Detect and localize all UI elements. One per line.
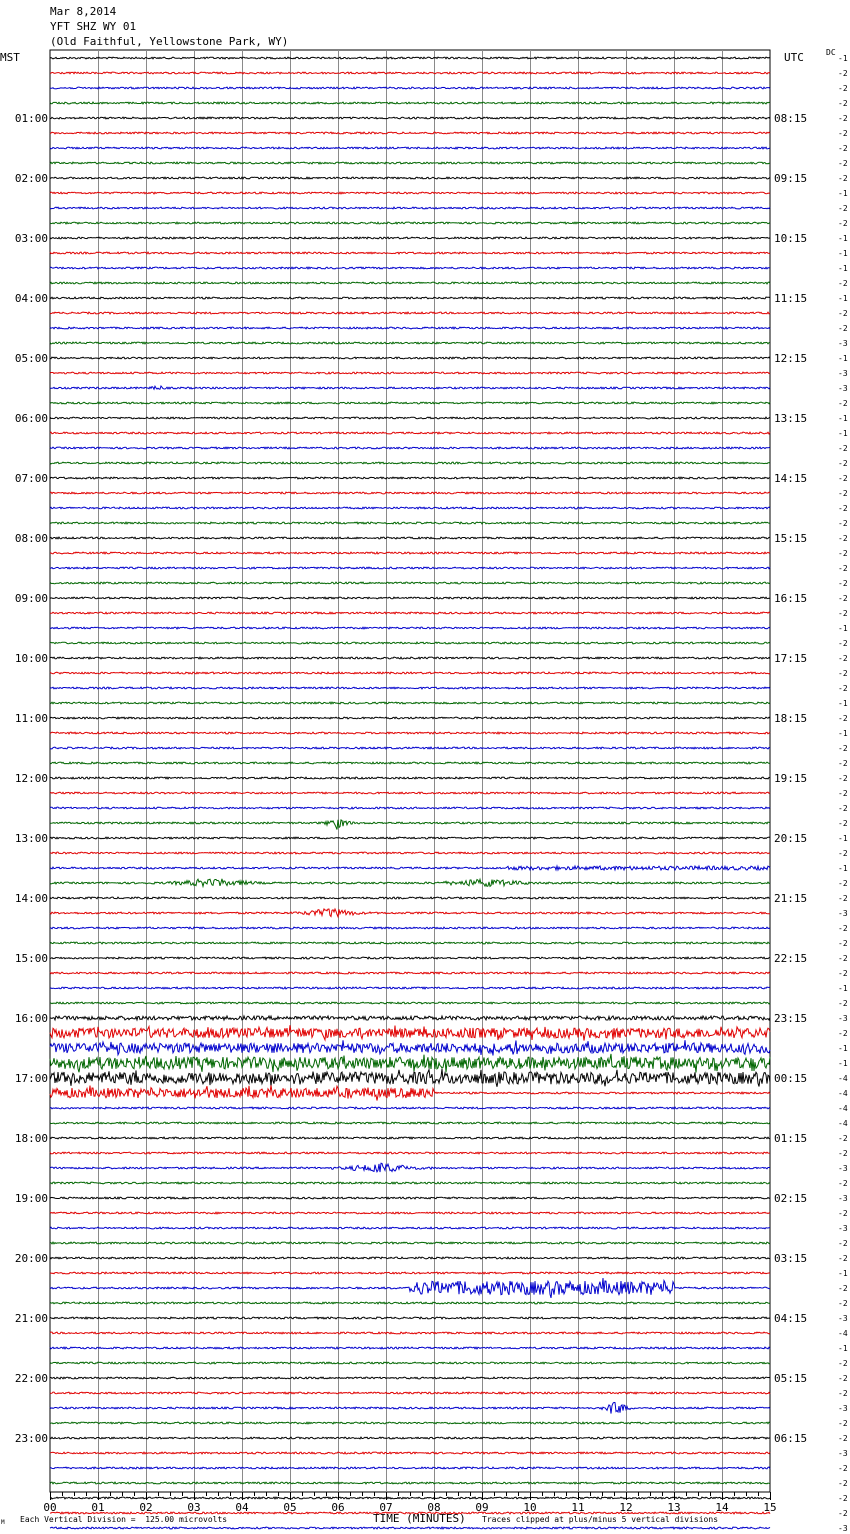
seismic-trace: [50, 237, 770, 239]
seismic-trace: [50, 477, 770, 479]
utc-time-label: 02:15: [774, 1192, 808, 1205]
seismic-trace: [50, 1362, 770, 1364]
seismic-trace: [50, 567, 770, 569]
seismic-trace: [50, 1467, 770, 1469]
x-tick-label: 12: [619, 1501, 633, 1514]
station-location: (Old Faithful, Yellowstone Park, WY): [50, 35, 289, 48]
dc-offset-label: -3: [838, 1194, 848, 1203]
x-tick-label: 13: [667, 1501, 681, 1514]
mst-time-label: 05:00: [14, 352, 48, 365]
dc-offset-label: -2: [838, 504, 848, 513]
dc-offset-label: -2: [838, 1029, 848, 1038]
seismic-trace: [50, 807, 770, 809]
utc-time-label: 19:15: [774, 772, 808, 785]
dc-offset-label: -2: [838, 774, 848, 783]
seismic-trace: [50, 702, 770, 704]
dc-offset-label: -2: [838, 1149, 848, 1158]
seismic-trace: [50, 147, 770, 149]
dc-offset-label: -3: [838, 1449, 848, 1458]
plot-frame: [50, 50, 770, 1492]
dc-offset-label: -1: [838, 1059, 848, 1068]
seismic-trace: [50, 1332, 770, 1334]
mst-time-label: 10:00: [14, 652, 48, 665]
utc-time-label: 10:15: [774, 232, 808, 245]
seismic-trace: [50, 222, 770, 224]
dc-offset-label: -1: [838, 414, 848, 423]
x-tick-label: 04: [235, 1501, 249, 1514]
dc-offset-label: -2: [838, 459, 848, 468]
seismic-trace: [50, 747, 770, 749]
seismic-trace: [50, 57, 770, 59]
seismic-trace: [50, 657, 770, 659]
seismic-trace: [50, 87, 770, 89]
dc-offset-label: -2: [838, 489, 848, 498]
dc-offset-label: -2: [838, 939, 848, 948]
mst-time-label: 20:00: [14, 1252, 48, 1265]
seismic-trace: [50, 1197, 770, 1199]
x-axis-title: TIME (MINUTES): [373, 1512, 466, 1525]
dc-offset-label: -2: [838, 399, 848, 408]
seismic-trace: [50, 1302, 770, 1304]
dc-offset-label: -2: [838, 744, 848, 753]
seismic-trace: [50, 820, 770, 830]
seismic-trace: [50, 879, 770, 887]
dc-offset-label: -2: [838, 579, 848, 588]
dc-offset-label: -1: [838, 234, 848, 243]
seismic-trace: [50, 897, 770, 899]
seismic-trace: [50, 386, 770, 389]
dc-offset-label: -4: [838, 1119, 848, 1128]
dc-offset-label: -2: [838, 444, 848, 453]
dc-offset-label: -2: [838, 879, 848, 888]
dc-offset-label: -1: [838, 699, 848, 708]
seismic-trace: [50, 1377, 770, 1379]
seismic-trace: [50, 1512, 770, 1514]
dc-offset-label: -2: [838, 519, 848, 528]
dc-offset-label: -1: [838, 624, 848, 633]
seismic-trace: [50, 582, 770, 584]
plot-date: Mar 8,2014: [50, 5, 117, 18]
seismic-trace: [50, 1054, 770, 1073]
dc-offset-label: -1: [838, 729, 848, 738]
seismic-trace: [50, 342, 770, 344]
dc-offset-label: -2: [838, 309, 848, 318]
utc-time-label: 08:15: [774, 112, 808, 125]
seismic-trace: [50, 1163, 770, 1172]
seismic-trace: [50, 597, 770, 599]
dc-offset-label: -3: [838, 1524, 848, 1533]
dc-offset-label: -1: [838, 264, 848, 273]
dc-offset-label: -2: [838, 474, 848, 483]
right-axis-title: UTC: [784, 51, 804, 64]
dc-offset-label: -2: [838, 564, 848, 573]
dc-title: DC: [826, 48, 836, 57]
seismic-trace: [50, 1040, 770, 1055]
dc-offset-label: -4: [838, 1074, 848, 1083]
mst-time-label: 13:00: [14, 832, 48, 845]
utc-time-label: 06:15: [774, 1432, 808, 1445]
seismic-trace: [50, 987, 770, 989]
dc-offset-label: -1: [838, 189, 848, 198]
dc-offset-label: -2: [838, 1359, 848, 1368]
seismic-trace: [50, 1025, 770, 1040]
seismic-trace: [50, 282, 770, 284]
dc-offset-label: -1: [838, 54, 848, 63]
dc-offset-label: -2: [838, 1374, 848, 1383]
dc-offset-label: -2: [838, 1179, 848, 1188]
dc-offset-label: -1: [838, 429, 848, 438]
seismic-trace: [50, 1452, 770, 1454]
seismic-trace: [50, 117, 770, 119]
dc-offset-label: -1: [838, 984, 848, 993]
seismic-trace: [50, 1085, 770, 1100]
seismic-trace: [50, 1227, 770, 1229]
dc-offset-label: -2: [838, 324, 848, 333]
seismic-trace: [50, 522, 770, 524]
mst-time-label: 16:00: [14, 1012, 48, 1025]
mst-time-label: 21:00: [14, 1312, 48, 1325]
dc-offset-label: -2: [838, 924, 848, 933]
seismic-trace: [50, 627, 770, 629]
dc-offset-label: -2: [838, 1464, 848, 1473]
dc-offset-label: -2: [838, 1389, 848, 1398]
clip-note: Traces clipped at plus/minus 5 vertical divisions: [482, 1515, 719, 1524]
mst-time-label: 02:00: [14, 172, 48, 185]
x-tick-label: 08: [427, 1501, 441, 1514]
seismic-trace: [50, 252, 770, 254]
seismic-trace: [50, 927, 770, 929]
dc-offset-label: -2: [838, 144, 848, 153]
x-tick-label: 10: [523, 1501, 537, 1514]
mst-time-label: 15:00: [14, 952, 48, 965]
dc-offset-label: -4: [838, 1329, 848, 1338]
dc-offset-label: -3: [838, 339, 848, 348]
mst-time-label: 23:00: [14, 1432, 48, 1445]
dc-offset-label: -2: [838, 159, 848, 168]
seismic-trace: [50, 792, 770, 794]
mst-time-label: 08:00: [14, 532, 48, 545]
utc-time-label: 17:15: [774, 652, 808, 665]
seismic-trace: [50, 192, 770, 194]
mst-time-label: 01:00: [14, 112, 48, 125]
seismic-trace: [50, 852, 770, 854]
mst-time-label: 17:00: [14, 1072, 48, 1085]
dc-offset-label: -2: [838, 969, 848, 978]
mst-time-label: 03:00: [14, 232, 48, 245]
seismic-trace: [50, 687, 770, 689]
dc-offset-label: -2: [838, 999, 848, 1008]
dc-offset-label: -2: [838, 1479, 848, 1488]
dc-offset-label: -1: [838, 354, 848, 363]
dc-offset-label: -2: [838, 534, 848, 543]
dc-offset-label: -1: [838, 1044, 848, 1053]
dc-offset-label: -2: [838, 849, 848, 858]
mst-time-label: 07:00: [14, 472, 48, 485]
seismic-trace: [50, 1497, 770, 1499]
seismic-trace: [50, 972, 770, 974]
utc-time-label: 01:15: [774, 1132, 808, 1145]
dc-offset-label: -1: [838, 1269, 848, 1278]
seismic-trace: [50, 1347, 770, 1349]
mst-time-label: 14:00: [14, 892, 48, 905]
utc-time-label: 23:15: [774, 1012, 808, 1025]
dc-offset-label: -2: [838, 1494, 848, 1503]
dc-offset-label: -3: [838, 909, 848, 918]
seismic-trace: [50, 1272, 770, 1274]
dc-offset-label: -2: [838, 759, 848, 768]
seismic-trace: [50, 207, 770, 209]
utc-time-label: 13:15: [774, 412, 808, 425]
dc-offset-label: -2: [838, 174, 848, 183]
dc-offset-label: -2: [838, 84, 848, 93]
x-tick-label: 02: [139, 1501, 153, 1514]
seismic-trace: [50, 462, 770, 464]
dc-offset-label: -3: [838, 1014, 848, 1023]
dc-offset-label: -2: [838, 1434, 848, 1443]
x-tick-label: 11: [571, 1501, 585, 1514]
seismic-trace: [50, 1437, 770, 1439]
dc-offset-label: -2: [838, 639, 848, 648]
x-tick-label: 07: [379, 1501, 393, 1514]
mst-time-label: 19:00: [14, 1192, 48, 1205]
seismic-trace: [50, 1402, 770, 1413]
scale-note: Each Vertical Division = 125.00 microvolts: [20, 1515, 228, 1524]
dc-offset-label: -2: [838, 804, 848, 813]
seismic-trace: [50, 1002, 770, 1004]
seismic-trace: [50, 1016, 770, 1020]
seismic-trace: [50, 447, 770, 449]
dc-offset-label: -2: [838, 669, 848, 678]
corner-mark: M: [1, 1519, 5, 1526]
seismic-trace: [50, 762, 770, 764]
x-tick-label: 15: [763, 1501, 777, 1514]
dc-offset-label: -2: [838, 684, 848, 693]
left-axis-title: MST: [0, 51, 20, 64]
x-tick-label: 05: [283, 1501, 297, 1514]
seismic-trace: [50, 1137, 770, 1139]
utc-time-label: 04:15: [774, 1312, 808, 1325]
dc-offset-label: -2: [838, 99, 848, 108]
seismic-trace: [50, 1069, 770, 1087]
mst-time-label: 06:00: [14, 412, 48, 425]
seismic-trace: [50, 1317, 770, 1319]
x-tick-label: 01: [91, 1501, 105, 1514]
mst-time-label: 12:00: [14, 772, 48, 785]
dc-offset-label: -2: [838, 654, 848, 663]
mst-time-label: 22:00: [14, 1372, 48, 1385]
seismic-trace: [50, 1482, 770, 1484]
mst-time-label: 18:00: [14, 1132, 48, 1145]
utc-time-label: 14:15: [774, 472, 808, 485]
dc-offset-label: -2: [838, 594, 848, 603]
utc-time-label: 18:15: [774, 712, 808, 725]
x-tick-label: 09: [475, 1501, 489, 1514]
dc-offset-label: -2: [838, 204, 848, 213]
dc-offset-label: -1: [838, 1344, 848, 1353]
seismic-trace: [50, 612, 770, 614]
dc-offset-label: -2: [838, 114, 848, 123]
seismic-trace: [50, 717, 770, 719]
seismic-trace: [50, 537, 770, 539]
seismic-trace: [50, 1152, 770, 1154]
utc-time-label: 05:15: [774, 1372, 808, 1385]
seismic-trace: [50, 957, 770, 959]
x-tick-label: 06: [331, 1501, 345, 1514]
dc-offset-label: -2: [838, 549, 848, 558]
utc-time-label: 22:15: [774, 952, 808, 965]
seismic-trace: [50, 1422, 770, 1424]
seismic-trace: [50, 909, 770, 917]
seismic-trace: [50, 1278, 770, 1298]
dc-offset-label: -2: [838, 1299, 848, 1308]
seismic-trace: [50, 327, 770, 329]
dc-offset-label: -3: [838, 1404, 848, 1413]
seismic-trace: [50, 102, 770, 104]
utc-time-label: 20:15: [774, 832, 808, 845]
seismic-trace: [50, 642, 770, 644]
seismic-trace: [50, 866, 770, 870]
dc-offset-label: -4: [838, 1089, 848, 1098]
dc-offset-label: -3: [838, 1164, 848, 1173]
utc-time-label: 15:15: [774, 532, 808, 545]
seismic-trace: [50, 1122, 770, 1124]
seismic-trace: [50, 312, 770, 314]
utc-time-label: 12:15: [774, 352, 808, 365]
seismic-trace: [50, 1527, 770, 1529]
dc-offset-label: -2: [838, 1209, 848, 1218]
dc-offset-label: -2: [838, 279, 848, 288]
dc-offset-label: -3: [838, 1224, 848, 1233]
utc-time-label: 00:15: [774, 1072, 808, 1085]
seismic-trace: [50, 507, 770, 509]
dc-offset-label: -2: [838, 1239, 848, 1248]
dc-offset-label: -2: [838, 1134, 848, 1143]
seismic-trace: [50, 177, 770, 179]
seismic-trace: [50, 357, 770, 359]
dc-offset-label: -2: [838, 1254, 848, 1263]
dc-offset-label: -2: [838, 69, 848, 78]
station-name: YFT SHZ WY 01: [50, 20, 137, 33]
seismic-trace: [50, 162, 770, 164]
seismic-trace: [50, 1257, 770, 1259]
seismic-trace: [50, 297, 770, 299]
utc-time-label: 21:15: [774, 892, 808, 905]
seismic-trace: [50, 132, 770, 134]
utc-time-label: 16:15: [774, 592, 808, 605]
utc-time-label: 11:15: [774, 292, 808, 305]
dc-offset-label: -3: [838, 1314, 848, 1323]
mst-time-label: 04:00: [14, 292, 48, 305]
dc-offset-label: -1: [838, 864, 848, 873]
utc-time-label: 03:15: [774, 1252, 808, 1265]
dc-offset-label: -2: [838, 1419, 848, 1428]
seismic-trace: [50, 837, 770, 839]
dc-offset-label: -2: [838, 129, 848, 138]
seismic-trace: [50, 417, 770, 419]
seismic-trace: [50, 777, 770, 779]
seismic-trace: [50, 402, 770, 404]
dc-offset-label: -2: [838, 819, 848, 828]
x-tick-label: 14: [715, 1501, 729, 1514]
dc-offset-label: -2: [838, 789, 848, 798]
seismic-trace: [50, 432, 770, 434]
mst-time-label: 11:00: [14, 712, 48, 725]
seismic-trace: [50, 1107, 770, 1109]
seismic-trace: [50, 492, 770, 494]
dc-offset-label: -2: [838, 609, 848, 618]
seismic-trace: [50, 267, 770, 269]
dc-offset-label: -2: [838, 894, 848, 903]
x-tick-label: 03: [187, 1501, 201, 1514]
seismic-trace: [50, 552, 770, 554]
seismic-trace: [50, 1212, 770, 1214]
seismic-trace: [50, 1242, 770, 1244]
dc-offset-label: -1: [838, 249, 848, 258]
seismic-trace: [50, 1182, 770, 1184]
mst-time-label: 09:00: [14, 592, 48, 605]
dc-offset-label: -2: [838, 219, 848, 228]
seismic-trace: [50, 1392, 770, 1394]
x-tick-label: 00: [43, 1501, 57, 1514]
seismic-trace: [50, 672, 770, 674]
seismic-trace: [50, 72, 770, 74]
dc-offset-label: -1: [838, 834, 848, 843]
seismic-trace: [50, 942, 770, 944]
dc-offset-label: -3: [838, 384, 848, 393]
dc-offset-label: -2: [838, 1509, 848, 1518]
dc-offset-label: -1: [838, 294, 848, 303]
utc-time-label: 09:15: [774, 172, 808, 185]
dc-offset-label: -2: [838, 714, 848, 723]
dc-offset-label: -3: [838, 369, 848, 378]
dc-offset-label: -4: [838, 1104, 848, 1113]
dc-offset-label: -2: [838, 954, 848, 963]
seismic-trace: [50, 372, 770, 374]
dc-offset-label: -2: [838, 1284, 848, 1293]
seismic-trace: [50, 732, 770, 734]
